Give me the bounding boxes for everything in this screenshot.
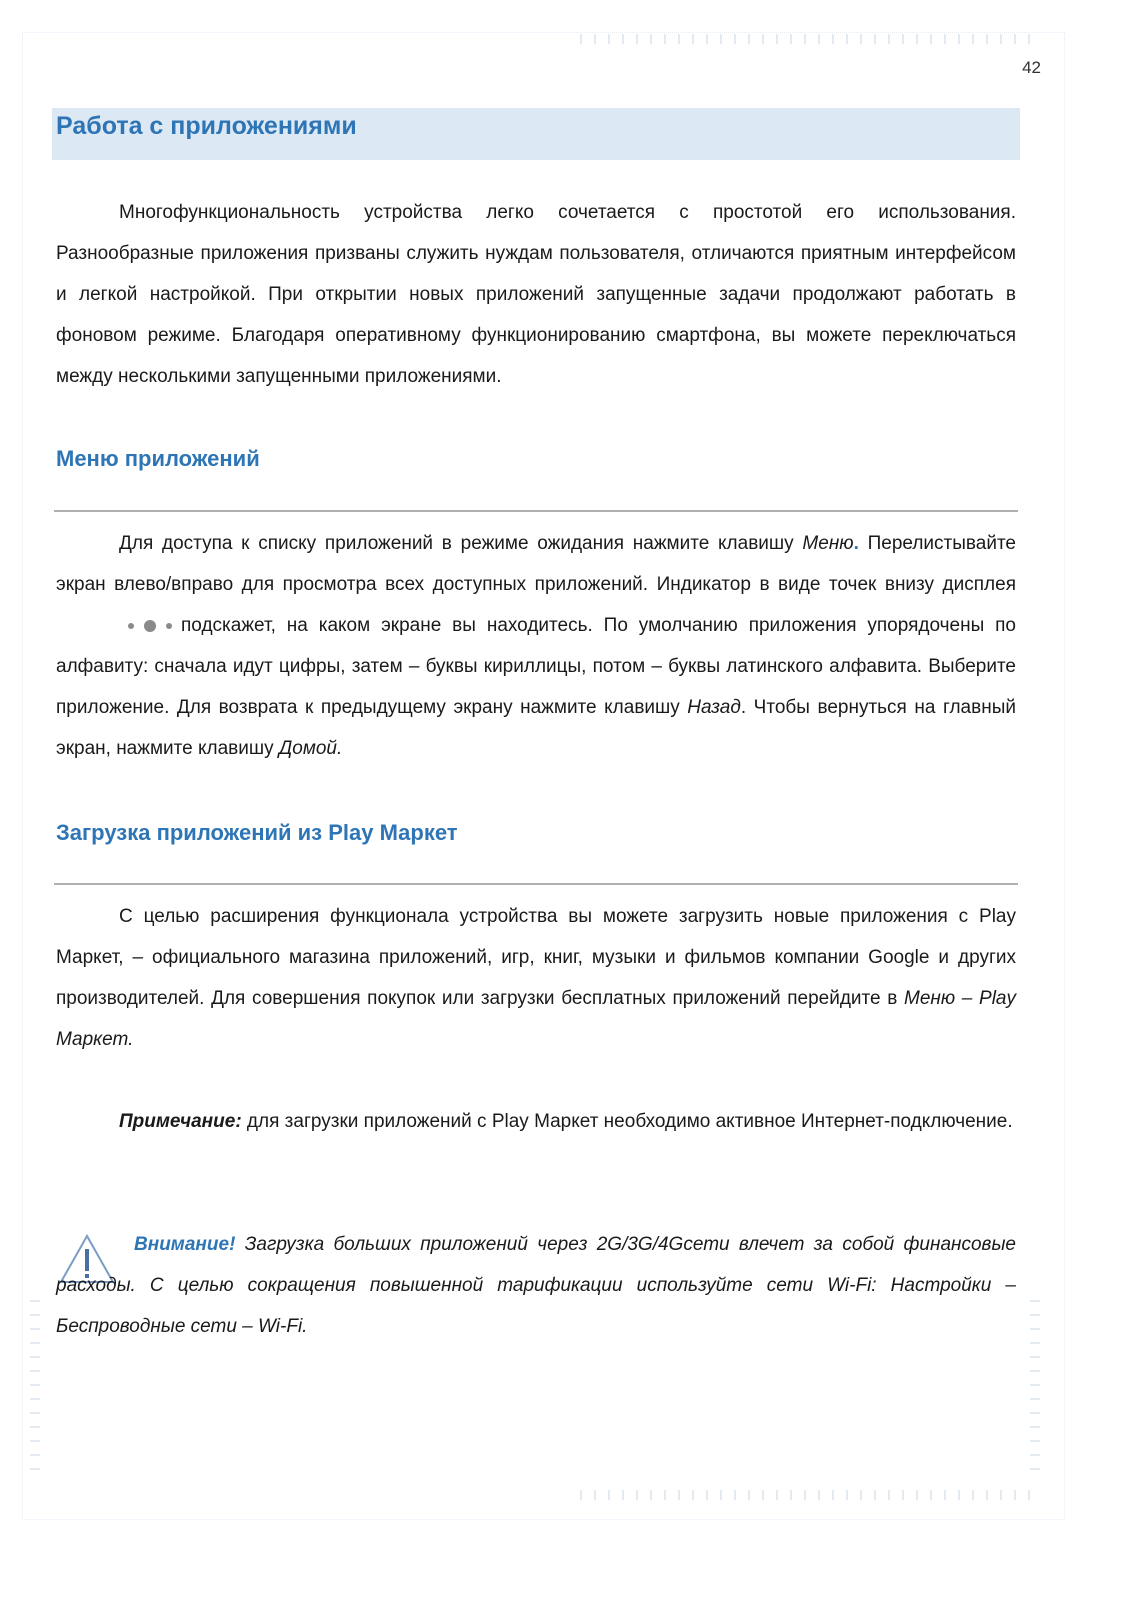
home-key-name: Домой. <box>278 738 343 760</box>
market-heading-block <box>56 820 1016 846</box>
market-section <box>56 896 1016 1060</box>
menu-text-1: Для доступа к списку приложений в режиме ожидания нажмите клавишу <box>119 533 803 554</box>
market-text: С целью расширения функционала устройства вы можете загрузить новые приложения с Play Маркет, – официального магазина приложений, игр, книг, музыки и фильмов компании Google и других производителей. Для совершения покупок или загрузки бесплатных приложений перейдите в <box>56 906 1016 1009</box>
section-heading-market: Загрузка приложений из Play Маркет <box>56 820 458 845</box>
market-paragraph <box>56 896 1016 1060</box>
section-divider <box>54 510 1018 512</box>
page-indicator-dots-icon <box>60 605 177 646</box>
intro-paragraph: Многофункциональность устройства легко сочетается с простотой его использования. Разнообразные приложения призваны служить нуждам пользователя, отличаются приятным интерфейсом и легкой настройкой. При открытии новых приложений запущенные задачи продолжают работать в фоновом режиме. Благодаря оперативному функционированию смартфона, вы можете переключаться между несколькими запущенными приложениями. <box>56 202 1016 387</box>
note-section <box>56 1101 1016 1142</box>
main-heading-bar <box>52 108 1020 160</box>
frame-decoration-bottom <box>580 1490 1040 1500</box>
menu-key-name: Меню <box>802 533 854 554</box>
section-divider <box>54 883 1018 885</box>
frame-decoration-right <box>1030 1300 1040 1480</box>
intro-section <box>56 192 1016 397</box>
warning-section <box>56 1224 1016 1347</box>
menu-text-2: Перелистывайте экран влево/вправо для просмотра всех доступных приложений. Индикатор в виде точек внизу дисплея <box>56 533 1017 595</box>
warning-label: Внимание! <box>134 1234 236 1255</box>
section-heading-menu: Меню приложений <box>56 446 260 471</box>
page-title: Работа с приложениями <box>56 112 357 140</box>
frame-decoration-left <box>30 1300 40 1480</box>
menu-text-3: подскажет, на каком экране вы находитесь. По умолчанию приложения упорядочены по алфавиту: сначала идут цифры, затем – буквы кириллицы, потом – буквы латинского алфавита. Выберите приложение. Для возврата к предыдущему экрану нажмите клавишу <box>56 615 1016 719</box>
note-paragraph <box>56 1101 1016 1142</box>
menu-text-4: . Чтобы вернуться на главный экран, нажмите клавишу <box>56 697 1016 760</box>
note-label: Примечание: <box>119 1111 242 1132</box>
menu-heading-block <box>56 446 1016 472</box>
warning-text: Загрузка больших приложений через 2G/3G/4Gсети влечет за собой финансовые расходы. С целью сокращения повышенной тарификации используйте сети Wi-Fi: Настройки – Беспроводные сети – Wi-Fi. <box>56 1234 1016 1337</box>
menu-section <box>56 523 1016 769</box>
warning-paragraph <box>56 1224 1016 1347</box>
page-number: 42 <box>1022 58 1041 77</box>
back-key-name: Назад <box>687 697 741 719</box>
frame-decoration-top <box>580 34 1040 44</box>
menu-text-1-end: . <box>853 533 859 554</box>
menu-paragraph <box>56 523 1016 769</box>
note-text: для загрузки приложений с Play Маркет необходимо активное Интернет-подключение. <box>241 1111 1013 1132</box>
market-menu-path: Меню – Play Маркет. <box>56 988 1016 1050</box>
